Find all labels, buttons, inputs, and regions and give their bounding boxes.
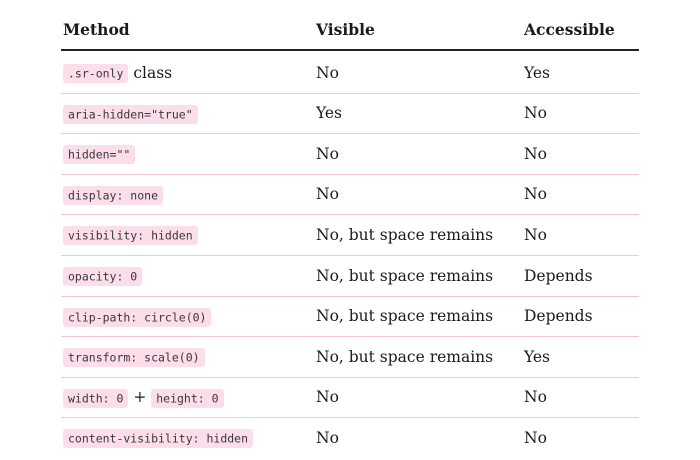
accessible-cell: No [522, 377, 639, 418]
accessible-cell: No [522, 134, 639, 175]
method-cell [61, 256, 314, 297]
visible-cell: No, but space remains [314, 337, 522, 378]
table-row [61, 296, 639, 337]
visible-cell: No [314, 134, 522, 175]
visible-cell: No, but space remains [314, 296, 522, 337]
method-plain-text: class [128, 63, 173, 82]
method-plain-text: + [128, 388, 152, 407]
code-chip: display: none [63, 186, 163, 205]
code-chip: opacity: 0 [63, 267, 142, 286]
method-cell [61, 93, 314, 134]
table-row [61, 93, 639, 134]
accessible-cell: Yes [522, 337, 639, 378]
column-header-visible: Visible [314, 21, 522, 50]
method-cell [61, 134, 314, 175]
table-row [61, 377, 639, 418]
accessible-cell: Depends [522, 296, 639, 337]
code-chip: height: 0 [151, 389, 223, 408]
table-body [61, 50, 639, 458]
table-row [61, 337, 639, 378]
method-cell [61, 418, 314, 458]
table-row [61, 215, 639, 256]
code-chip: aria-hidden="true" [63, 105, 198, 124]
table-row [61, 134, 639, 175]
table-header-row [61, 21, 639, 50]
table-row [61, 256, 639, 297]
visible-cell: No [314, 174, 522, 215]
visible-cell: No, but space remains [314, 256, 522, 297]
code-chip: width: 0 [63, 389, 128, 408]
visible-cell: No [316, 428, 339, 447]
hiding-methods-table [61, 21, 639, 458]
method-cell [61, 377, 314, 418]
method-cell [61, 296, 314, 337]
accessible-cell: Depends [522, 256, 639, 297]
accessible-cell: No [522, 93, 639, 134]
table-row [61, 50, 639, 94]
code-chip: hidden="" [63, 145, 135, 164]
code-chip: content-visibility: hidden [63, 429, 253, 448]
visible-cell: No, but space remains [314, 215, 522, 256]
visible-cell: No [314, 377, 522, 418]
table-row [61, 418, 639, 458]
code-chip: transform: scale(0) [63, 348, 205, 367]
accessible-cell: No [522, 174, 639, 215]
method-cell [61, 50, 314, 94]
accessible-cell: Yes [522, 50, 639, 94]
column-header-method: Method [61, 21, 314, 50]
visible-cell: No [314, 50, 522, 94]
column-header-accessible: Accessible [522, 21, 639, 50]
visible-cell: Yes [314, 93, 522, 134]
accessible-cell: No [522, 215, 639, 256]
method-cell [61, 215, 314, 256]
code-chip: .sr-only [63, 64, 128, 83]
accessible-cell: No [524, 428, 547, 447]
table-row [61, 174, 639, 215]
method-cell [61, 174, 314, 215]
method-cell [61, 337, 314, 378]
code-chip: clip-path: circle(0) [63, 308, 211, 327]
code-chip: visibility: hidden [63, 226, 198, 245]
